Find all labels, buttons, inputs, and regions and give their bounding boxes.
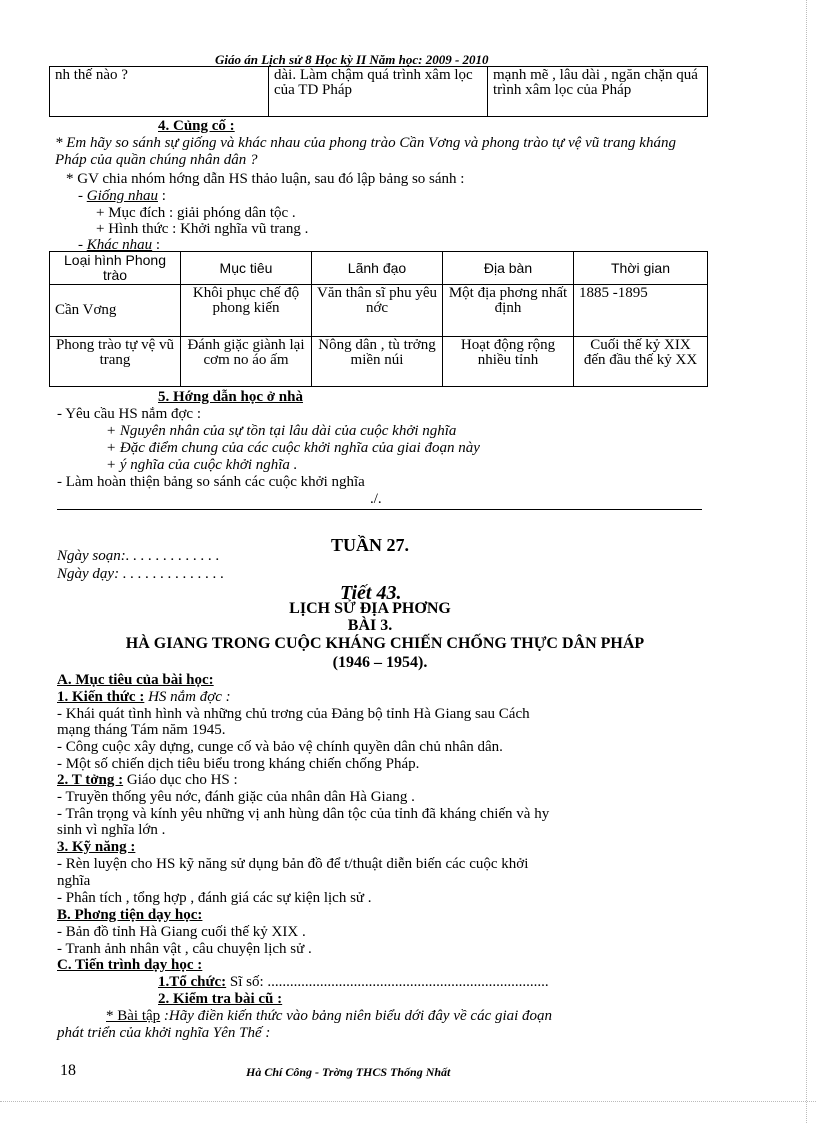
similar-label: Giống nhau: [86, 188, 158, 204]
continuation-cell: mạnh mẽ , lâu dài , ngăn chặn quá trình xâm lọc của Pháp: [488, 67, 708, 117]
table-cell: Phong trào tự vệ vũ trang: [50, 337, 181, 387]
table-cell: Một địa phơng nhất định: [443, 285, 574, 337]
lesson-number: BÀI 3.: [347, 617, 393, 634]
similar-item: + Mục đích : giải phóng dân tộc .: [96, 205, 296, 221]
review-heading: 2. Kiểm tra bài cũ :: [158, 991, 283, 1007]
table-header: Mục tiêu: [181, 252, 312, 285]
section-5-heading: 5. Hớng dẫn học ở nhà: [158, 389, 303, 405]
table-header: Loại hình Phong trào: [50, 252, 181, 285]
lesson-years: (1946 – 1954).: [332, 654, 428, 671]
date-prepared: Ngày soạn:. . . . . . . . . . . . .: [57, 548, 220, 564]
week-title: TUẦN 27.: [331, 535, 410, 555]
section-5-item: + Đặc điểm chung của các cuộc khởi nghĩa của giai đoạn này: [106, 440, 480, 456]
organization-heading: 1.Tổ chức:: [158, 974, 227, 990]
continuation-table: [49, 66, 708, 117]
running-header: Giáo án Lịch sử 8 Học kỳ II Năm học: 2009 - 2010: [215, 52, 489, 67]
lesson-title: HÀ GIANG TRONG CUỘC KHÁNG CHIẾN CHỐNG THỰC DÂN PHÁP: [125, 635, 645, 652]
section-5-item: + Nguyên nhân của sự tồn tại lâu dài của cuộc khởi nghĩa: [106, 423, 457, 439]
divider: [57, 509, 702, 510]
knowledge-note: HS nắm đợc :: [148, 689, 231, 705]
attitude-row: [57, 772, 238, 788]
knowledge-item: mạng tháng Tám năm 1945.: [57, 722, 226, 738]
attitude-heading: 2. T tởng :: [57, 772, 124, 788]
organization-row: [158, 974, 549, 990]
date-taught: Ngày dạy: . . . . . . . . . . . . . .: [57, 566, 225, 582]
table-cell: Cần Vơng: [50, 285, 181, 337]
knowledge-row: [57, 689, 231, 705]
organization-text: Sĩ số: ...........................................................................: [229, 974, 549, 990]
attitude-item: sinh vì nghĩa lớn .: [57, 822, 166, 838]
comparison-table: [49, 251, 708, 387]
attitude-item: - Truyền thống yêu nớc, đánh giặc của nhân dân Hà Giang .: [57, 789, 415, 805]
knowledge-item: - Khái quát tình hình và những chủ trơng của Đảng bộ tỉnh Hà Giang sau Cách: [57, 706, 530, 722]
exercise-text: :Hãy điền kiến thức vào bảng niên biểu dới đây về các giai đoạn: [163, 1008, 553, 1024]
page-edge: [0, 1101, 816, 1102]
section-4-instruction: * GV chia nhóm hớng dẫn HS thảo luận, sau đó lập bảng so sánh :: [66, 171, 465, 187]
section-c-heading: C. Tiến trình dạy học :: [57, 957, 203, 973]
section-5-intro: - Yêu cầu HS nắm đợc :: [57, 406, 202, 422]
table-row: [50, 285, 708, 337]
materials-item: - Bản đồ tỉnh Hà Giang cuối thế kỷ XIX .: [57, 924, 306, 940]
continuation-cell: nh thế nào ?: [50, 67, 269, 117]
knowledge-item: - Một số chiến dịch tiêu biểu trong kháng chiến chống Pháp.: [57, 756, 420, 772]
attitude-item: - Trân trọng và kính yêu những vị anh hùng dân tộc của tỉnh đã kháng chiến và hy: [57, 806, 550, 822]
materials-item: - Tranh ảnh nhân vật , câu chuyện lịch sử .: [57, 941, 312, 957]
knowledge-heading: 1. Kiến thức :: [57, 689, 145, 705]
table-row: [50, 337, 708, 387]
table-cell: Khôi phục chế độ phong kiến: [181, 285, 312, 337]
subject-title: LỊCH SỬ ĐỊA PHƠNG: [289, 600, 451, 617]
similar-item: + Hình thức : Khởi nghĩa vũ trang .: [96, 221, 309, 237]
similar-label-row: - Giống nhau :: [78, 188, 166, 204]
different-label-row: - Khác nhau :: [78, 237, 161, 253]
table-cell: Đánh giặc giành lại cơm no áo ấm: [181, 337, 312, 387]
table-cell: Văn thân sĩ phu yêu nớc: [312, 285, 443, 337]
page-number: 18: [60, 1062, 76, 1079]
table-cell: Hoạt động rộng nhiều tỉnh: [443, 337, 574, 387]
table-cell: 1885 -1895: [574, 285, 708, 337]
table-header: Địa bàn: [443, 252, 574, 285]
attitude-note: Giáo dục cho HS :: [126, 772, 238, 788]
period-title: Tiết 43.: [340, 582, 402, 604]
table-cell: Nông dân , tù trởng miền núi: [312, 337, 443, 387]
skills-item: nghĩa: [57, 873, 91, 889]
footer-author: Hà Chí Công - Trờng THCS Thống Nhất: [246, 1065, 451, 1079]
end-mark: ./.: [370, 491, 382, 507]
knowledge-item: - Công cuộc xây dựng, cunge cố và bảo vệ chính quyền dân chủ nhân dân.: [57, 739, 503, 755]
exercise-label: * Bài tập: [106, 1008, 161, 1024]
section-4-question: * Em hãy so sánh sự giống và khác nhau của phong trào Cần Vơng và phong trào tự vệ vũ trang kháng Pháp của quần chúng nhân dân ?: [55, 135, 676, 168]
section-a-heading: A. Mục tiêu của bài học:: [57, 672, 214, 688]
skills-item: - Rèn luyện cho HS kỹ năng sử dụng bản đồ để t/thuật diễn biến các cuộc khởi: [57, 856, 529, 872]
section-b-heading: B. Phơng tiện dạy học:: [57, 907, 203, 923]
different-label: Khác nhau: [86, 237, 153, 253]
continuation-cell: dài. Làm chậm quá trình xâm lọc của TD Pháp: [269, 67, 488, 117]
table-cell: Cuối thế kỷ XIX đến đầu thế kỷ XX: [574, 337, 708, 387]
exercise-row: [106, 1008, 552, 1024]
section-5-task: - Làm hoàn thiện bảng so sánh các cuộc khởi nghĩa: [57, 474, 365, 490]
exercise-text-cont: phát triển của khởi nghĩa Yên Thế :: [57, 1025, 271, 1041]
table-header: Thời gian: [574, 252, 708, 285]
skills-item: - Phân tích , tổng hợp , đánh giá các sự kiện lịch sử .: [57, 890, 372, 906]
section-5-item: + ý nghĩa của cuộc khởi nghĩa .: [106, 457, 298, 473]
section-4-heading: 4. Củng cố :: [158, 118, 235, 134]
skills-heading: 3. Kỹ năng :: [57, 839, 136, 855]
table-header: Lãnh đạo: [312, 252, 443, 285]
page-edge: [806, 0, 807, 1123]
